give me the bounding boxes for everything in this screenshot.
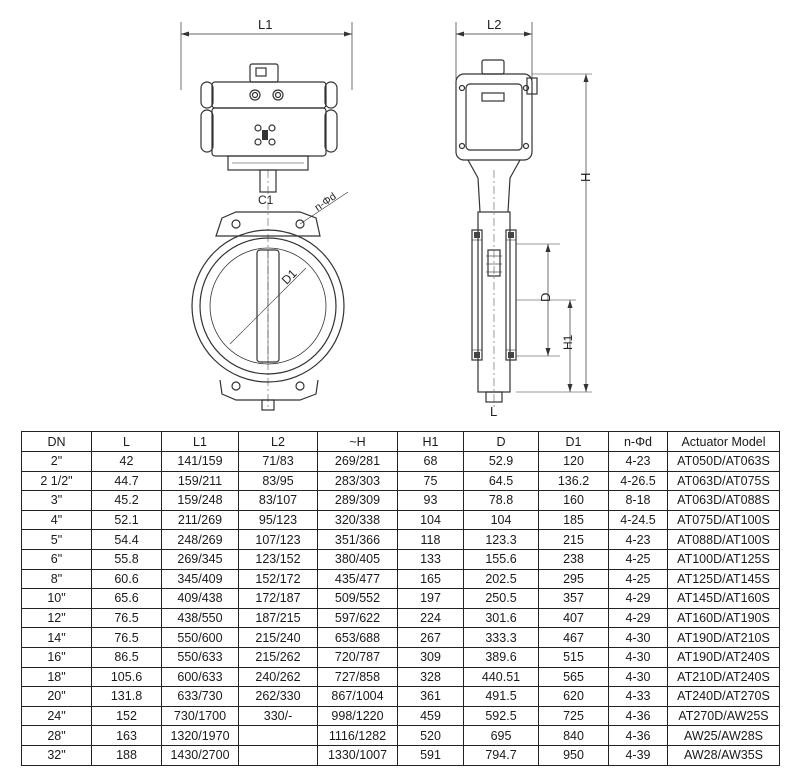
table-cell: 52.1 — [92, 510, 162, 530]
table-cell: 6" — [22, 549, 92, 569]
table-cell: 224 — [398, 608, 464, 628]
table-cell: 71/83 — [239, 452, 318, 472]
dim-label-l2: L2 — [487, 17, 502, 32]
table-cell: 459 — [398, 706, 464, 726]
table-row — [22, 530, 780, 550]
table-cell: 509/552 — [318, 589, 398, 609]
table-cell: AT050D/AT063S — [668, 452, 780, 472]
table-cell — [239, 745, 318, 765]
table-cell: 187/215 — [239, 608, 318, 628]
table-cell: 597/622 — [318, 608, 398, 628]
table-row — [22, 510, 780, 530]
column-header: Actuator Model — [668, 432, 780, 452]
table-cell: 380/405 — [318, 549, 398, 569]
table-cell: 185 — [539, 510, 609, 530]
table-cell: 32" — [22, 745, 92, 765]
table-cell: 467 — [539, 628, 609, 648]
table-cell: 725 — [539, 706, 609, 726]
table-cell: 330/- — [239, 706, 318, 726]
table-cell: 16" — [22, 647, 92, 667]
specification-table — [21, 431, 780, 766]
table-cell: AT240D/AT270S — [668, 687, 780, 707]
table-cell: 435/477 — [318, 569, 398, 589]
table-cell: 269/281 — [318, 452, 398, 472]
table-cell: 320/338 — [318, 510, 398, 530]
column-header: L2 — [239, 432, 318, 452]
dim-label-c1: C1 — [258, 193, 274, 207]
table-row — [22, 687, 780, 707]
table-cell: 68 — [398, 452, 464, 472]
table-cell: 295 — [539, 569, 609, 589]
table-cell: 998/1220 — [318, 706, 398, 726]
table-cell: 328 — [398, 667, 464, 687]
table-cell: 550/633 — [162, 647, 239, 667]
table-cell: 105.6 — [92, 667, 162, 687]
dim-label-h1: H1 — [561, 334, 575, 350]
column-header: n-Φd — [609, 432, 668, 452]
table-cell: 75 — [398, 471, 464, 491]
table-cell: 438/550 — [162, 608, 239, 628]
table-cell: 136.2 — [539, 471, 609, 491]
table-cell: 620 — [539, 687, 609, 707]
table-cell: 267 — [398, 628, 464, 648]
table-cell: 123.3 — [464, 530, 539, 550]
table-cell: 123/152 — [239, 549, 318, 569]
table-cell: 4-30 — [609, 647, 668, 667]
table-row — [22, 667, 780, 687]
table-cell: 93 — [398, 491, 464, 511]
table-cell: AT125D/AT145S — [668, 569, 780, 589]
table-cell: 4-25 — [609, 549, 668, 569]
dim-label-h: H — [578, 172, 593, 182]
table-cell: AT160D/AT190S — [668, 608, 780, 628]
table-cell: 409/438 — [162, 589, 239, 609]
table-cell: 197 — [398, 589, 464, 609]
table-cell: 407 — [539, 608, 609, 628]
table-cell: 515 — [539, 647, 609, 667]
table-cell: AT270D/AW25S — [668, 706, 780, 726]
table-cell: 440.51 — [464, 667, 539, 687]
table-cell: 76.5 — [92, 628, 162, 648]
table-cell: 152/172 — [239, 569, 318, 589]
table-cell: 1116/1282 — [318, 726, 398, 746]
column-header: L — [92, 432, 162, 452]
table-cell: AT063D/AT088S — [668, 491, 780, 511]
table-cell: 950 — [539, 745, 609, 765]
table-cell: 727/858 — [318, 667, 398, 687]
table-cell: AT100D/AT125S — [668, 549, 780, 569]
table-cell: 592.5 — [464, 706, 539, 726]
table-row — [22, 452, 780, 472]
table-cell: 289/309 — [318, 491, 398, 511]
table-cell: 28" — [22, 726, 92, 746]
table-cell: 301.6 — [464, 608, 539, 628]
table-cell: 141/159 — [162, 452, 239, 472]
table-row — [22, 628, 780, 648]
table-cell: 361 — [398, 687, 464, 707]
table-row — [22, 745, 780, 765]
table-cell: 55.8 — [92, 549, 162, 569]
table-cell: 5" — [22, 530, 92, 550]
table-cell: 389.6 — [464, 647, 539, 667]
table-cell: 4-30 — [609, 667, 668, 687]
table-cell: 4-26.5 — [609, 471, 668, 491]
table-cell: 133 — [398, 549, 464, 569]
table-cell: 211/269 — [162, 510, 239, 530]
table-cell: 4-33 — [609, 687, 668, 707]
table-cell: 202.5 — [464, 569, 539, 589]
table-cell — [239, 726, 318, 746]
table-cell: AW28/AW35S — [668, 745, 780, 765]
column-header: D1 — [539, 432, 609, 452]
table-cell: 1330/1007 — [318, 745, 398, 765]
table-cell: 10" — [22, 589, 92, 609]
table-row — [22, 589, 780, 609]
table-cell: 44.7 — [92, 471, 162, 491]
table-cell: 107/123 — [239, 530, 318, 550]
column-header: DN — [22, 432, 92, 452]
dim-label-l: L — [490, 404, 498, 419]
table-cell: 78.8 — [464, 491, 539, 511]
table-cell: 720/787 — [318, 647, 398, 667]
dim-label-d1: D1 — [278, 266, 300, 288]
table-row — [22, 706, 780, 726]
table-cell: 52.9 — [464, 452, 539, 472]
table-cell: 867/1004 — [318, 687, 398, 707]
table-cell: 269/345 — [162, 549, 239, 569]
table-cell: 4-29 — [609, 589, 668, 609]
table-cell: 64.5 — [464, 471, 539, 491]
table-cell: 215/240 — [239, 628, 318, 648]
table-cell: 12" — [22, 608, 92, 628]
table-cell: 4-24.5 — [609, 510, 668, 530]
table-cell: AT075D/AT100S — [668, 510, 780, 530]
front-view — [181, 17, 352, 410]
table-cell: 83/95 — [239, 471, 318, 491]
table-cell: 54.4 — [92, 530, 162, 550]
table-cell: 76.5 — [92, 608, 162, 628]
table-cell: 591 — [398, 745, 464, 765]
table-cell: 131.8 — [92, 687, 162, 707]
column-header: D — [464, 432, 539, 452]
table-cell: 60.6 — [92, 569, 162, 589]
table-cell: 14" — [22, 628, 92, 648]
table-cell: 118 — [398, 530, 464, 550]
table-cell: 4-23 — [609, 530, 668, 550]
table-cell: 491.5 — [464, 687, 539, 707]
table-header-row — [22, 432, 780, 452]
table-row — [22, 549, 780, 569]
table-cell: AT088D/AT100S — [668, 530, 780, 550]
dim-label-d: D — [538, 292, 553, 302]
table-cell: 2 1/2" — [22, 471, 92, 491]
column-header: L1 — [162, 432, 239, 452]
table-cell: 215/262 — [239, 647, 318, 667]
table-cell: 24" — [22, 706, 92, 726]
table-row — [22, 471, 780, 491]
table-cell: 3" — [22, 491, 92, 511]
table-cell: 4-23 — [609, 452, 668, 472]
table-cell: 351/366 — [318, 530, 398, 550]
dim-label-l1: L1 — [258, 17, 273, 32]
table-cell: 600/633 — [162, 667, 239, 687]
table-cell: 4-30 — [609, 628, 668, 648]
table-cell: 159/211 — [162, 471, 239, 491]
table-row — [22, 726, 780, 746]
column-header: H1 — [398, 432, 464, 452]
table-cell: 104 — [464, 510, 539, 530]
table-cell: 159/248 — [162, 491, 239, 511]
table-cell: AT063D/AT075S — [668, 471, 780, 491]
table-cell: 155.6 — [464, 549, 539, 569]
table-cell: 4-25 — [609, 569, 668, 589]
table-cell: 45.2 — [92, 491, 162, 511]
table-cell: 4-39 — [609, 745, 668, 765]
column-header: ~H — [318, 432, 398, 452]
table-cell: 309 — [398, 647, 464, 667]
table-cell: 550/600 — [162, 628, 239, 648]
table-cell: 4" — [22, 510, 92, 530]
table-cell: 283/303 — [318, 471, 398, 491]
table-cell: 345/409 — [162, 569, 239, 589]
table-cell: 8" — [22, 569, 92, 589]
table-row — [22, 608, 780, 628]
table-cell: 565 — [539, 667, 609, 687]
table-cell: 215 — [539, 530, 609, 550]
table-cell: 160 — [539, 491, 609, 511]
table-cell: AT145D/AT160S — [668, 589, 780, 609]
table-cell: 4-36 — [609, 706, 668, 726]
table-cell: 333.3 — [464, 628, 539, 648]
table-cell: 1320/1970 — [162, 726, 239, 746]
table-cell: 8-18 — [609, 491, 668, 511]
table-cell: 165 — [398, 569, 464, 589]
table-cell: 520 — [398, 726, 464, 746]
table-cell: 172/187 — [239, 589, 318, 609]
table-cell: 730/1700 — [162, 706, 239, 726]
table-cell: 163 — [92, 726, 162, 746]
table-cell: 65.6 — [92, 589, 162, 609]
table-cell: 794.7 — [464, 745, 539, 765]
table-cell: 120 — [539, 452, 609, 472]
table-cell: 20" — [22, 687, 92, 707]
table-cell: 104 — [398, 510, 464, 530]
table-cell: 4-29 — [609, 608, 668, 628]
table-cell: AW25/AW28S — [668, 726, 780, 746]
table-cell: 357 — [539, 589, 609, 609]
table-cell: 633/730 — [162, 687, 239, 707]
table-cell: 695 — [464, 726, 539, 746]
table-row — [22, 491, 780, 511]
table-cell: 2" — [22, 452, 92, 472]
table-cell: 86.5 — [92, 647, 162, 667]
table-row — [22, 569, 780, 589]
table-cell: 240/262 — [239, 667, 318, 687]
table-cell: 188 — [92, 745, 162, 765]
table-cell: 248/269 — [162, 530, 239, 550]
table-cell: 653/688 — [318, 628, 398, 648]
table-cell: AT190D/AT210S — [668, 628, 780, 648]
table-cell: 250.5 — [464, 589, 539, 609]
table-cell: 1430/2700 — [162, 745, 239, 765]
table-cell: 83/107 — [239, 491, 318, 511]
side-view — [456, 17, 593, 419]
dim-label-bolt-holes: n-Φd — [312, 190, 339, 214]
table-cell: 42 — [92, 452, 162, 472]
table-cell: 238 — [539, 549, 609, 569]
table-cell: 18" — [22, 667, 92, 687]
table-cell: 152 — [92, 706, 162, 726]
table-cell: 95/123 — [239, 510, 318, 530]
table-row — [22, 647, 780, 667]
table-cell: 840 — [539, 726, 609, 746]
table-cell: 262/330 — [239, 687, 318, 707]
table-cell: 4-36 — [609, 726, 668, 746]
table-cell: AT210D/AT240S — [668, 667, 780, 687]
table-cell: AT190D/AT240S — [668, 647, 780, 667]
